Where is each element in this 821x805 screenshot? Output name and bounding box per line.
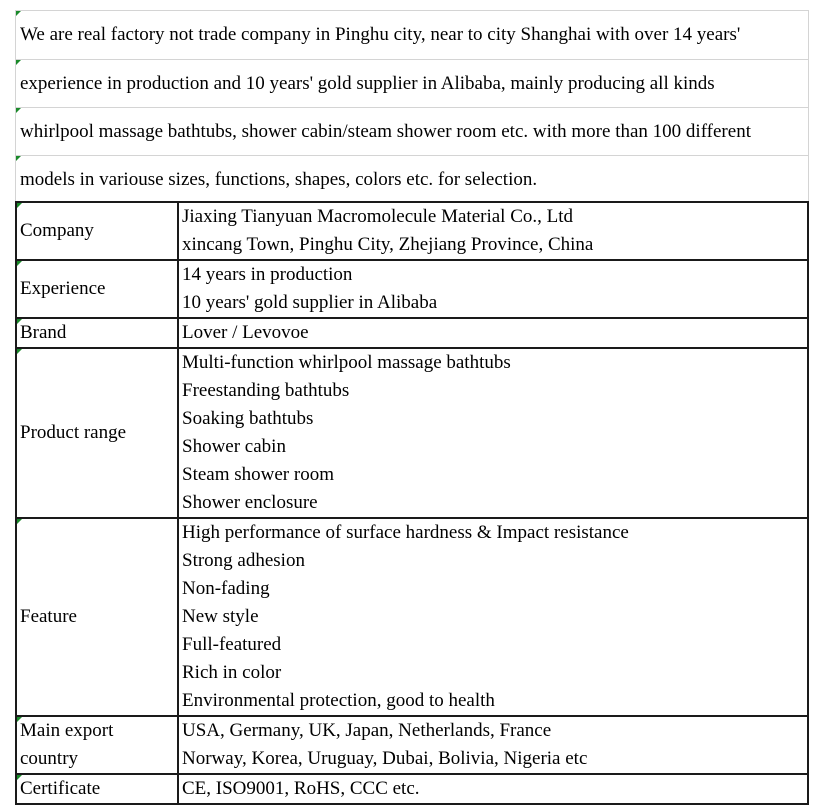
row-label: Main export xyxy=(20,720,114,741)
row-label-cell xyxy=(16,202,178,260)
row-value-cell xyxy=(178,202,808,260)
row-label-cell xyxy=(16,716,178,774)
row-label: Feature xyxy=(20,606,77,627)
row-value: Rich in color xyxy=(182,662,282,683)
cell-marker-icon xyxy=(16,11,21,16)
intro-paragraph xyxy=(15,10,809,203)
row-value: Jiaxing Tianyuan Macromolecule Material Co., Ltd xyxy=(182,206,574,227)
row-label-cell xyxy=(16,348,178,518)
row-value: Non-fading xyxy=(182,578,270,599)
cell-marker-icon xyxy=(17,519,22,524)
intro-text: We are real factory not trade company in Pinghu city, near to city Shanghai with over 14 years' xyxy=(20,24,741,45)
intro-line xyxy=(15,107,809,155)
row-value-cell xyxy=(178,716,808,774)
row-value: New style xyxy=(182,606,259,627)
row-label: country xyxy=(20,748,79,769)
row-value: Multi-function whirlpool massage bathtubs xyxy=(182,352,511,373)
intro-line xyxy=(15,10,809,59)
row-value-cell xyxy=(178,518,808,716)
row-label: Brand xyxy=(20,322,67,343)
cell-marker-icon xyxy=(17,349,22,354)
row-value: 14 years in production xyxy=(182,264,353,285)
cell-marker-icon xyxy=(16,156,21,161)
table-row xyxy=(16,202,808,260)
row-value: xincang Town, Pinghu City, Zhejiang Province, China xyxy=(182,234,594,255)
cell-marker-icon xyxy=(16,108,21,113)
cell-marker-icon xyxy=(17,203,22,208)
intro-text: experience in production and 10 years' gold supplier in Alibaba, mainly producing all kinds xyxy=(20,73,715,94)
cell-marker-icon xyxy=(17,775,22,780)
table-row xyxy=(16,716,808,774)
row-label: Certificate xyxy=(20,778,101,799)
row-value: 10 years' gold supplier in Alibaba xyxy=(182,292,438,313)
row-value: Norway, Korea, Uruguay, Dubai, Bolivia, Nigeria etc xyxy=(182,748,588,769)
table-row xyxy=(16,318,808,348)
intro-line xyxy=(15,59,809,107)
row-value: High performance of surface hardness & Impact resistance xyxy=(182,522,629,543)
row-label-cell xyxy=(16,260,178,318)
company-spec-table xyxy=(15,201,809,805)
row-value-cell xyxy=(178,774,808,804)
row-label: Company xyxy=(20,220,94,241)
cell-marker-icon xyxy=(17,319,22,324)
intro-text: whirlpool massage bathtubs, shower cabin/steam shower room etc. with more than 100 different xyxy=(20,121,751,142)
intro-text: models in variouse sizes, functions, shapes, colors etc. for selection. xyxy=(20,169,538,190)
row-value: Shower cabin xyxy=(182,436,286,457)
table-row xyxy=(16,348,808,518)
row-label: Experience xyxy=(20,278,106,299)
row-value: Freestanding bathtubs xyxy=(182,380,350,401)
intro-line xyxy=(15,155,809,203)
row-value: USA, Germany, UK, Japan, Netherlands, France xyxy=(182,720,552,741)
row-value-cell xyxy=(178,260,808,318)
row-value: Soaking bathtubs xyxy=(182,408,314,429)
row-label-cell xyxy=(16,774,178,804)
cell-marker-icon xyxy=(17,717,22,722)
row-value-cell xyxy=(178,318,808,348)
row-value: Environmental protection, good to health xyxy=(182,690,495,711)
table-row xyxy=(16,260,808,318)
row-value: Steam shower room xyxy=(182,464,334,485)
row-value: Lover / Levovoe xyxy=(182,322,309,343)
table-row xyxy=(16,774,808,804)
row-value: CE, ISO9001, RoHS, CCC etc. xyxy=(182,778,420,799)
row-label-cell xyxy=(16,318,178,348)
cell-marker-icon xyxy=(17,261,22,266)
row-value: Shower enclosure xyxy=(182,492,318,513)
row-label: Product range xyxy=(20,422,127,443)
table-row xyxy=(16,518,808,716)
row-value-cell xyxy=(178,348,808,518)
row-value: Strong adhesion xyxy=(182,550,305,571)
cell-marker-icon xyxy=(16,60,21,65)
row-label-cell xyxy=(16,518,178,716)
row-value: Full-featured xyxy=(182,634,282,655)
